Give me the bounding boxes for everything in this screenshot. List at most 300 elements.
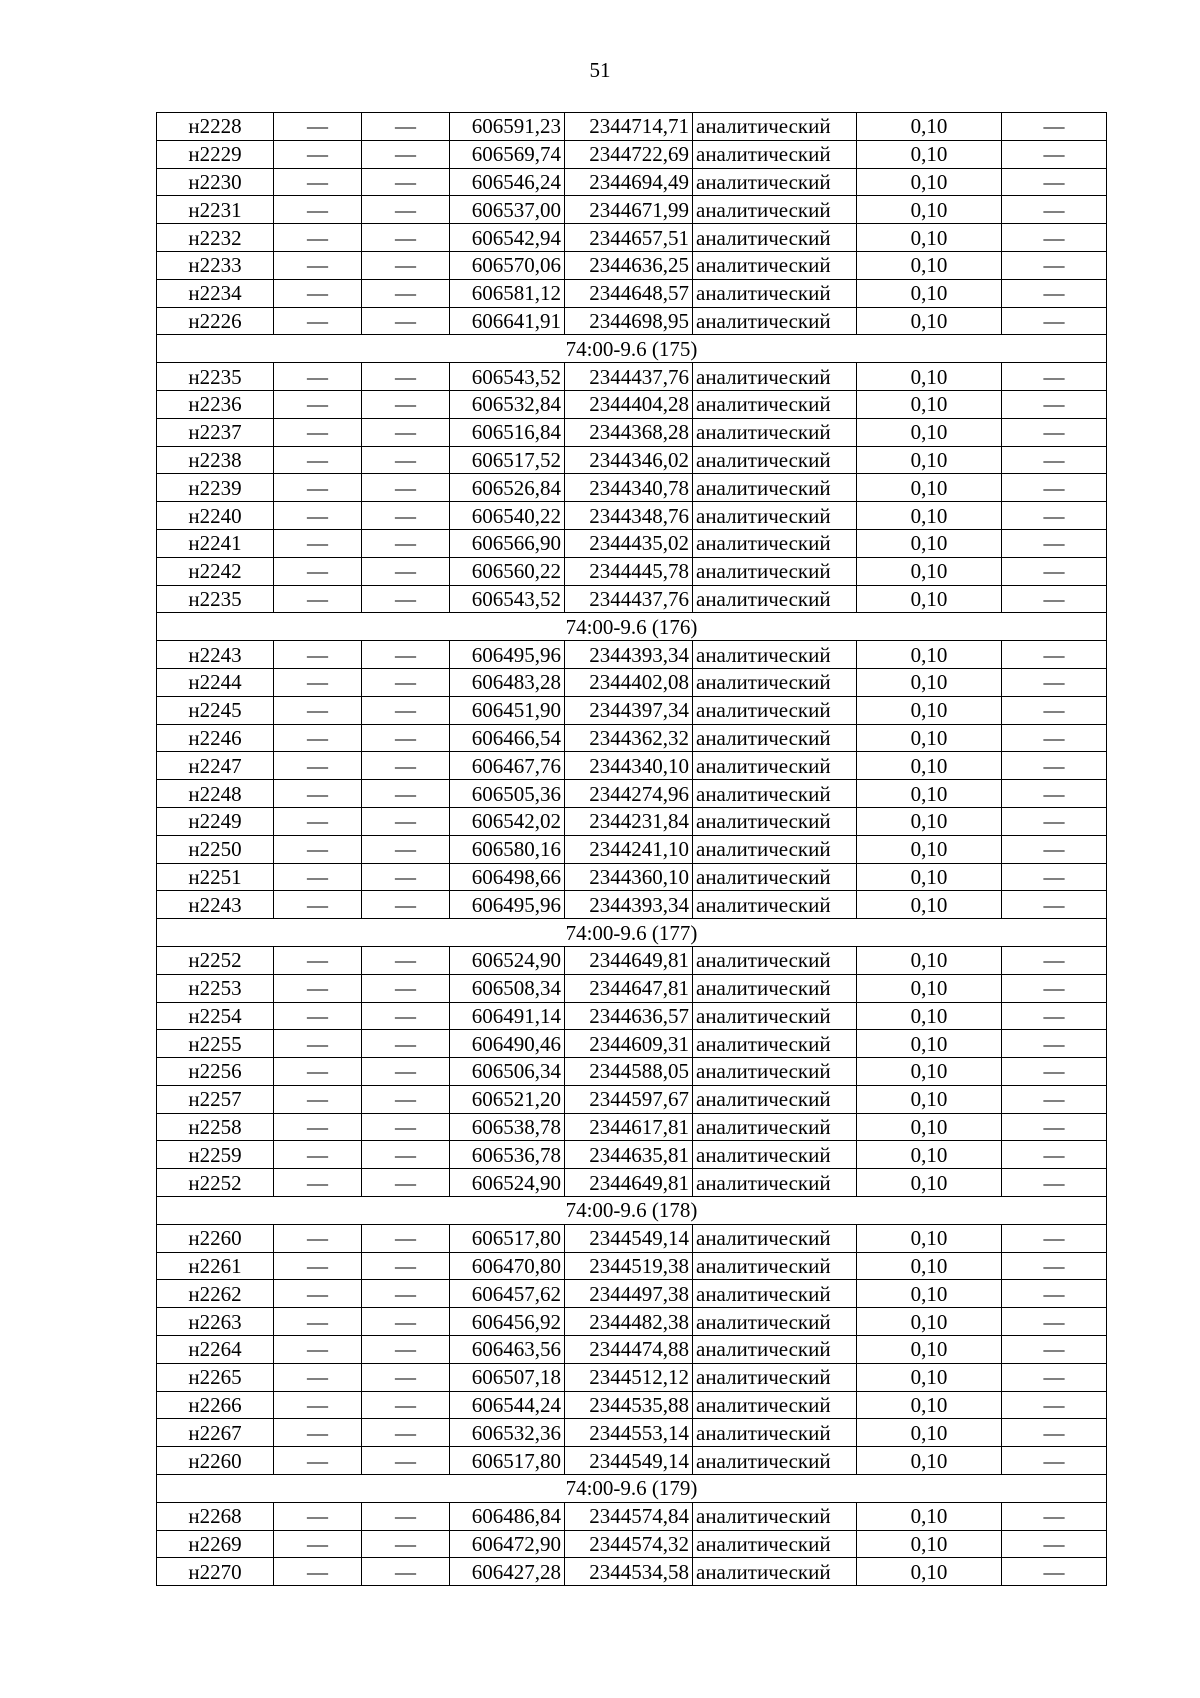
description-cell: — <box>1002 1058 1107 1086</box>
method-cell: аналитический <box>693 863 857 891</box>
point-id-cell: н2265 <box>157 1363 274 1391</box>
x-coordinate-cell: 606543,52 <box>450 585 565 613</box>
description-cell: — <box>1002 1502 1107 1530</box>
y-coordinate-cell: 2344437,76 <box>565 585 693 613</box>
old-x-cell: — <box>274 585 362 613</box>
x-coordinate-cell: 606543,52 <box>450 363 565 391</box>
old-y-cell: — <box>362 668 450 696</box>
y-coordinate-cell: 2344617,81 <box>565 1113 693 1141</box>
table-row <box>157 1169 1107 1197</box>
description-cell: — <box>1002 1113 1107 1141</box>
x-coordinate-cell: 606490,46 <box>450 1030 565 1058</box>
y-coordinate-cell: 2344657,51 <box>565 224 693 252</box>
table-body <box>157 113 1107 1586</box>
old-x-cell: — <box>274 641 362 669</box>
x-coordinate-cell: 606580,16 <box>450 835 565 863</box>
description-cell: — <box>1002 1169 1107 1197</box>
method-cell: аналитический <box>693 1363 857 1391</box>
y-coordinate-cell: 2344348,76 <box>565 502 693 530</box>
accuracy-cell: 0,10 <box>857 196 1002 224</box>
description-cell: — <box>1002 113 1107 141</box>
old-y-cell: — <box>362 585 450 613</box>
old-x-cell: — <box>274 668 362 696</box>
method-cell: аналитический <box>693 1141 857 1169</box>
old-x-cell: — <box>274 1169 362 1197</box>
accuracy-cell: 0,10 <box>857 641 1002 669</box>
old-y-cell: — <box>362 1113 450 1141</box>
old-x-cell: — <box>274 1419 362 1447</box>
accuracy-cell: 0,10 <box>857 1558 1002 1586</box>
description-cell: — <box>1002 835 1107 863</box>
old-y-cell: — <box>362 168 450 196</box>
point-id-cell: н2243 <box>157 891 274 919</box>
x-coordinate-cell: 606467,76 <box>450 752 565 780</box>
accuracy-cell: 0,10 <box>857 1419 1002 1447</box>
y-coordinate-cell: 2344588,05 <box>565 1058 693 1086</box>
accuracy-cell: 0,10 <box>857 752 1002 780</box>
old-x-cell: — <box>274 1336 362 1364</box>
point-id-cell: н2260 <box>157 1224 274 1252</box>
y-coordinate-cell: 2344671,99 <box>565 196 693 224</box>
point-id-cell: н2235 <box>157 585 274 613</box>
parcel-number: 74:00-9.6 (177) <box>157 919 1107 947</box>
old-y-cell: — <box>362 307 450 335</box>
description-cell: — <box>1002 390 1107 418</box>
method-cell: аналитический <box>693 724 857 752</box>
accuracy-cell: 0,10 <box>857 557 1002 585</box>
method-cell: аналитический <box>693 474 857 502</box>
point-id-cell: н2243 <box>157 641 274 669</box>
x-coordinate-cell: 606581,12 <box>450 279 565 307</box>
y-coordinate-cell: 2344648,57 <box>565 279 693 307</box>
accuracy-cell: 0,10 <box>857 946 1002 974</box>
old-y-cell: — <box>362 1558 450 1586</box>
old-y-cell: — <box>362 1085 450 1113</box>
description-cell: — <box>1002 1336 1107 1364</box>
table-row <box>157 196 1107 224</box>
old-y-cell: — <box>362 557 450 585</box>
point-id-cell: н2231 <box>157 196 274 224</box>
y-coordinate-cell: 2344519,38 <box>565 1252 693 1280</box>
x-coordinate-cell: 606591,23 <box>450 113 565 141</box>
old-y-cell: — <box>362 196 450 224</box>
point-id-cell: н2236 <box>157 390 274 418</box>
accuracy-cell: 0,10 <box>857 474 1002 502</box>
accuracy-cell: 0,10 <box>857 974 1002 1002</box>
group-header-row <box>157 613 1107 641</box>
description-cell: — <box>1002 863 1107 891</box>
y-coordinate-cell: 2344512,12 <box>565 1363 693 1391</box>
old-x-cell: — <box>274 891 362 919</box>
y-coordinate-cell: 2344393,34 <box>565 891 693 919</box>
x-coordinate-cell: 606641,91 <box>450 307 565 335</box>
table-row <box>157 307 1107 335</box>
point-id-cell: н2244 <box>157 668 274 696</box>
x-coordinate-cell: 606466,54 <box>450 724 565 752</box>
method-cell: аналитический <box>693 307 857 335</box>
method-cell: аналитический <box>693 668 857 696</box>
old-x-cell: — <box>274 474 362 502</box>
old-x-cell: — <box>274 1252 362 1280</box>
accuracy-cell: 0,10 <box>857 279 1002 307</box>
accuracy-cell: 0,10 <box>857 1336 1002 1364</box>
table-row <box>157 1085 1107 1113</box>
old-x-cell: — <box>274 279 362 307</box>
table-row <box>157 1363 1107 1391</box>
y-coordinate-cell: 2344435,02 <box>565 529 693 557</box>
method-cell: аналитический <box>693 1169 857 1197</box>
table-row <box>157 752 1107 780</box>
old-y-cell: — <box>362 418 450 446</box>
old-y-cell: — <box>362 1141 450 1169</box>
description-cell: — <box>1002 1558 1107 1586</box>
point-id-cell: н2226 <box>157 307 274 335</box>
description-cell: — <box>1002 1447 1107 1475</box>
point-id-cell: н2254 <box>157 1002 274 1030</box>
old-x-cell: — <box>274 196 362 224</box>
old-x-cell: — <box>274 1085 362 1113</box>
old-x-cell: — <box>274 1558 362 1586</box>
old-x-cell: — <box>274 502 362 530</box>
method-cell: аналитический <box>693 1280 857 1308</box>
description-cell: — <box>1002 363 1107 391</box>
description-cell: — <box>1002 1363 1107 1391</box>
method-cell: аналитический <box>693 1224 857 1252</box>
table-row <box>157 1058 1107 1086</box>
method-cell: аналитический <box>693 1558 857 1586</box>
point-id-cell: н2253 <box>157 974 274 1002</box>
y-coordinate-cell: 2344549,14 <box>565 1224 693 1252</box>
point-id-cell: н2268 <box>157 1502 274 1530</box>
table-row <box>157 1002 1107 1030</box>
table-row <box>157 1252 1107 1280</box>
old-x-cell: — <box>274 1530 362 1558</box>
method-cell: аналитический <box>693 1058 857 1086</box>
table-row <box>157 891 1107 919</box>
table-row <box>157 1447 1107 1475</box>
table-row <box>157 474 1107 502</box>
point-id-cell: н2269 <box>157 1530 274 1558</box>
description-cell: — <box>1002 696 1107 724</box>
method-cell: аналитический <box>693 1391 857 1419</box>
old-y-cell: — <box>362 1058 450 1086</box>
x-coordinate-cell: 606524,90 <box>450 946 565 974</box>
old-y-cell: — <box>362 1280 450 1308</box>
y-coordinate-cell: 2344574,84 <box>565 1502 693 1530</box>
description-cell: — <box>1002 668 1107 696</box>
point-id-cell: н2249 <box>157 807 274 835</box>
table-row <box>157 446 1107 474</box>
point-id-cell: н2255 <box>157 1030 274 1058</box>
accuracy-cell: 0,10 <box>857 668 1002 696</box>
method-cell: аналитический <box>693 502 857 530</box>
method-cell: аналитический <box>693 1308 857 1336</box>
old-x-cell: — <box>274 1308 362 1336</box>
point-id-cell: н2250 <box>157 835 274 863</box>
old-y-cell: — <box>362 752 450 780</box>
table-row <box>157 780 1107 808</box>
description-cell: — <box>1002 446 1107 474</box>
old-y-cell: — <box>362 1224 450 1252</box>
y-coordinate-cell: 2344404,28 <box>565 390 693 418</box>
y-coordinate-cell: 2344647,81 <box>565 974 693 1002</box>
description-cell: — <box>1002 1530 1107 1558</box>
x-coordinate-cell: 606427,28 <box>450 1558 565 1586</box>
old-y-cell: — <box>362 891 450 919</box>
old-x-cell: — <box>274 863 362 891</box>
method-cell: аналитический <box>693 446 857 474</box>
y-coordinate-cell: 2344340,10 <box>565 752 693 780</box>
old-x-cell: — <box>274 307 362 335</box>
x-coordinate-cell: 606457,62 <box>450 1280 565 1308</box>
old-y-cell: — <box>362 863 450 891</box>
old-x-cell: — <box>274 696 362 724</box>
old-x-cell: — <box>274 529 362 557</box>
x-coordinate-cell: 606517,52 <box>450 446 565 474</box>
parcel-number: 74:00-9.6 (179) <box>157 1475 1107 1503</box>
old-y-cell: — <box>362 1169 450 1197</box>
method-cell: аналитический <box>693 418 857 446</box>
x-coordinate-cell: 606569,74 <box>450 140 565 168</box>
description-cell: — <box>1002 1030 1107 1058</box>
accuracy-cell: 0,10 <box>857 446 1002 474</box>
x-coordinate-cell: 606463,56 <box>450 1336 565 1364</box>
method-cell: аналитический <box>693 1502 857 1530</box>
y-coordinate-cell: 2344397,34 <box>565 696 693 724</box>
accuracy-cell: 0,10 <box>857 1058 1002 1086</box>
x-coordinate-cell: 606526,84 <box>450 474 565 502</box>
description-cell: — <box>1002 946 1107 974</box>
old-x-cell: — <box>274 1058 362 1086</box>
description-cell: — <box>1002 1224 1107 1252</box>
point-id-cell: н2252 <box>157 946 274 974</box>
old-x-cell: — <box>274 974 362 1002</box>
accuracy-cell: 0,10 <box>857 1030 1002 1058</box>
y-coordinate-cell: 2344362,32 <box>565 724 693 752</box>
table-row <box>157 224 1107 252</box>
y-coordinate-cell: 2344437,76 <box>565 363 693 391</box>
description-cell: — <box>1002 641 1107 669</box>
description-cell: — <box>1002 307 1107 335</box>
old-x-cell: — <box>274 1002 362 1030</box>
old-x-cell: — <box>274 780 362 808</box>
old-y-cell: — <box>362 279 450 307</box>
x-coordinate-cell: 606456,92 <box>450 1308 565 1336</box>
y-coordinate-cell: 2344360,10 <box>565 863 693 891</box>
old-y-cell: — <box>362 1391 450 1419</box>
y-coordinate-cell: 2344698,95 <box>565 307 693 335</box>
point-id-cell: н2251 <box>157 863 274 891</box>
old-x-cell: — <box>274 1391 362 1419</box>
point-id-cell: н2233 <box>157 251 274 279</box>
old-y-cell: — <box>362 140 450 168</box>
method-cell: аналитический <box>693 780 857 808</box>
y-coordinate-cell: 2344445,78 <box>565 557 693 585</box>
method-cell: аналитический <box>693 529 857 557</box>
y-coordinate-cell: 2344574,32 <box>565 1530 693 1558</box>
x-coordinate-cell: 606495,96 <box>450 891 565 919</box>
table-row <box>157 1308 1107 1336</box>
point-id-cell: н2238 <box>157 446 274 474</box>
method-cell: аналитический <box>693 891 857 919</box>
old-x-cell: — <box>274 557 362 585</box>
description-cell: — <box>1002 1280 1107 1308</box>
page-number: 51 <box>589 58 611 82</box>
table-row <box>157 974 1107 1002</box>
old-y-cell: — <box>362 251 450 279</box>
description-cell: — <box>1002 196 1107 224</box>
y-coordinate-cell: 2344346,02 <box>565 446 693 474</box>
point-id-cell: н2229 <box>157 140 274 168</box>
parcel-number: 74:00-9.6 (178) <box>157 1197 1107 1225</box>
method-cell: аналитический <box>693 1447 857 1475</box>
method-cell: аналитический <box>693 696 857 724</box>
x-coordinate-cell: 606517,80 <box>450 1224 565 1252</box>
table-row <box>157 1558 1107 1586</box>
point-id-cell: н2256 <box>157 1058 274 1086</box>
group-header-row <box>157 1197 1107 1225</box>
table-row <box>157 1391 1107 1419</box>
x-coordinate-cell: 606521,20 <box>450 1085 565 1113</box>
coordinates-table <box>156 112 1107 1586</box>
description-cell: — <box>1002 529 1107 557</box>
x-coordinate-cell: 606524,90 <box>450 1169 565 1197</box>
accuracy-cell: 0,10 <box>857 307 1002 335</box>
method-cell: аналитический <box>693 224 857 252</box>
description-cell: — <box>1002 1419 1107 1447</box>
y-coordinate-cell: 2344635,81 <box>565 1141 693 1169</box>
old-y-cell: — <box>362 224 450 252</box>
accuracy-cell: 0,10 <box>857 696 1002 724</box>
old-y-cell: — <box>362 641 450 669</box>
x-coordinate-cell: 606508,34 <box>450 974 565 1002</box>
accuracy-cell: 0,10 <box>857 1447 1002 1475</box>
x-coordinate-cell: 606566,90 <box>450 529 565 557</box>
old-x-cell: — <box>274 446 362 474</box>
old-x-cell: — <box>274 1113 362 1141</box>
accuracy-cell: 0,10 <box>857 140 1002 168</box>
point-id-cell: н2262 <box>157 1280 274 1308</box>
table-row <box>157 1141 1107 1169</box>
description-cell: — <box>1002 724 1107 752</box>
accuracy-cell: 0,10 <box>857 724 1002 752</box>
old-y-cell: — <box>362 390 450 418</box>
table-row <box>157 113 1107 141</box>
accuracy-cell: 0,10 <box>857 585 1002 613</box>
old-x-cell: — <box>274 835 362 863</box>
table-row <box>157 835 1107 863</box>
point-id-cell: н2267 <box>157 1419 274 1447</box>
y-coordinate-cell: 2344722,69 <box>565 140 693 168</box>
method-cell: аналитический <box>693 1113 857 1141</box>
y-coordinate-cell: 2344636,57 <box>565 1002 693 1030</box>
description-cell: — <box>1002 474 1107 502</box>
y-coordinate-cell: 2344714,71 <box>565 113 693 141</box>
description-cell: — <box>1002 1141 1107 1169</box>
accuracy-cell: 0,10 <box>857 780 1002 808</box>
old-x-cell: — <box>274 390 362 418</box>
table-row <box>157 1030 1107 1058</box>
y-coordinate-cell: 2344497,38 <box>565 1280 693 1308</box>
point-id-cell: н2245 <box>157 696 274 724</box>
old-x-cell: — <box>274 1363 362 1391</box>
point-id-cell: н2240 <box>157 502 274 530</box>
point-id-cell: н2264 <box>157 1336 274 1364</box>
old-y-cell: — <box>362 696 450 724</box>
y-coordinate-cell: 2344549,14 <box>565 1447 693 1475</box>
method-cell: аналитический <box>693 1002 857 1030</box>
old-y-cell: — <box>362 1530 450 1558</box>
old-x-cell: — <box>274 168 362 196</box>
method-cell: аналитический <box>693 1336 857 1364</box>
accuracy-cell: 0,10 <box>857 835 1002 863</box>
point-id-cell: н2242 <box>157 557 274 585</box>
x-coordinate-cell: 606570,06 <box>450 251 565 279</box>
method-cell: аналитический <box>693 974 857 1002</box>
old-x-cell: — <box>274 807 362 835</box>
y-coordinate-cell: 2344597,67 <box>565 1085 693 1113</box>
table-row <box>157 1280 1107 1308</box>
old-y-cell: — <box>362 1030 450 1058</box>
accuracy-cell: 0,10 <box>857 363 1002 391</box>
x-coordinate-cell: 606540,22 <box>450 502 565 530</box>
accuracy-cell: 0,10 <box>857 390 1002 418</box>
x-coordinate-cell: 606505,36 <box>450 780 565 808</box>
description-cell: — <box>1002 1002 1107 1030</box>
y-coordinate-cell: 2344482,38 <box>565 1308 693 1336</box>
old-y-cell: — <box>362 974 450 1002</box>
x-coordinate-cell: 606542,94 <box>450 224 565 252</box>
parcel-number: 74:00-9.6 (175) <box>157 335 1107 363</box>
y-coordinate-cell: 2344393,34 <box>565 641 693 669</box>
point-id-cell: н2252 <box>157 1169 274 1197</box>
accuracy-cell: 0,10 <box>857 1308 1002 1336</box>
x-coordinate-cell: 606537,00 <box>450 196 565 224</box>
method-cell: аналитический <box>693 363 857 391</box>
old-y-cell: — <box>362 446 450 474</box>
method-cell: аналитический <box>693 641 857 669</box>
x-coordinate-cell: 606536,78 <box>450 1141 565 1169</box>
table-row <box>157 696 1107 724</box>
y-coordinate-cell: 2344534,58 <box>565 1558 693 1586</box>
point-id-cell: н2257 <box>157 1085 274 1113</box>
x-coordinate-cell: 606516,84 <box>450 418 565 446</box>
description-cell: — <box>1002 807 1107 835</box>
point-id-cell: н2248 <box>157 780 274 808</box>
table-row <box>157 1113 1107 1141</box>
table-row <box>157 140 1107 168</box>
y-coordinate-cell: 2344694,49 <box>565 168 693 196</box>
accuracy-cell: 0,10 <box>857 168 1002 196</box>
table-row <box>157 807 1107 835</box>
table-row <box>157 557 1107 585</box>
accuracy-cell: 0,10 <box>857 1085 1002 1113</box>
old-y-cell: — <box>362 1336 450 1364</box>
y-coordinate-cell: 2344636,25 <box>565 251 693 279</box>
old-y-cell: — <box>362 780 450 808</box>
old-y-cell: — <box>362 835 450 863</box>
table-row <box>157 724 1107 752</box>
table-row <box>157 363 1107 391</box>
x-coordinate-cell: 606532,36 <box>450 1419 565 1447</box>
point-id-cell: н2237 <box>157 418 274 446</box>
point-id-cell: н2258 <box>157 1113 274 1141</box>
old-y-cell: — <box>362 1447 450 1475</box>
point-id-cell: н2270 <box>157 1558 274 1586</box>
table-row <box>157 668 1107 696</box>
x-coordinate-cell: 606506,34 <box>450 1058 565 1086</box>
old-y-cell: — <box>362 529 450 557</box>
